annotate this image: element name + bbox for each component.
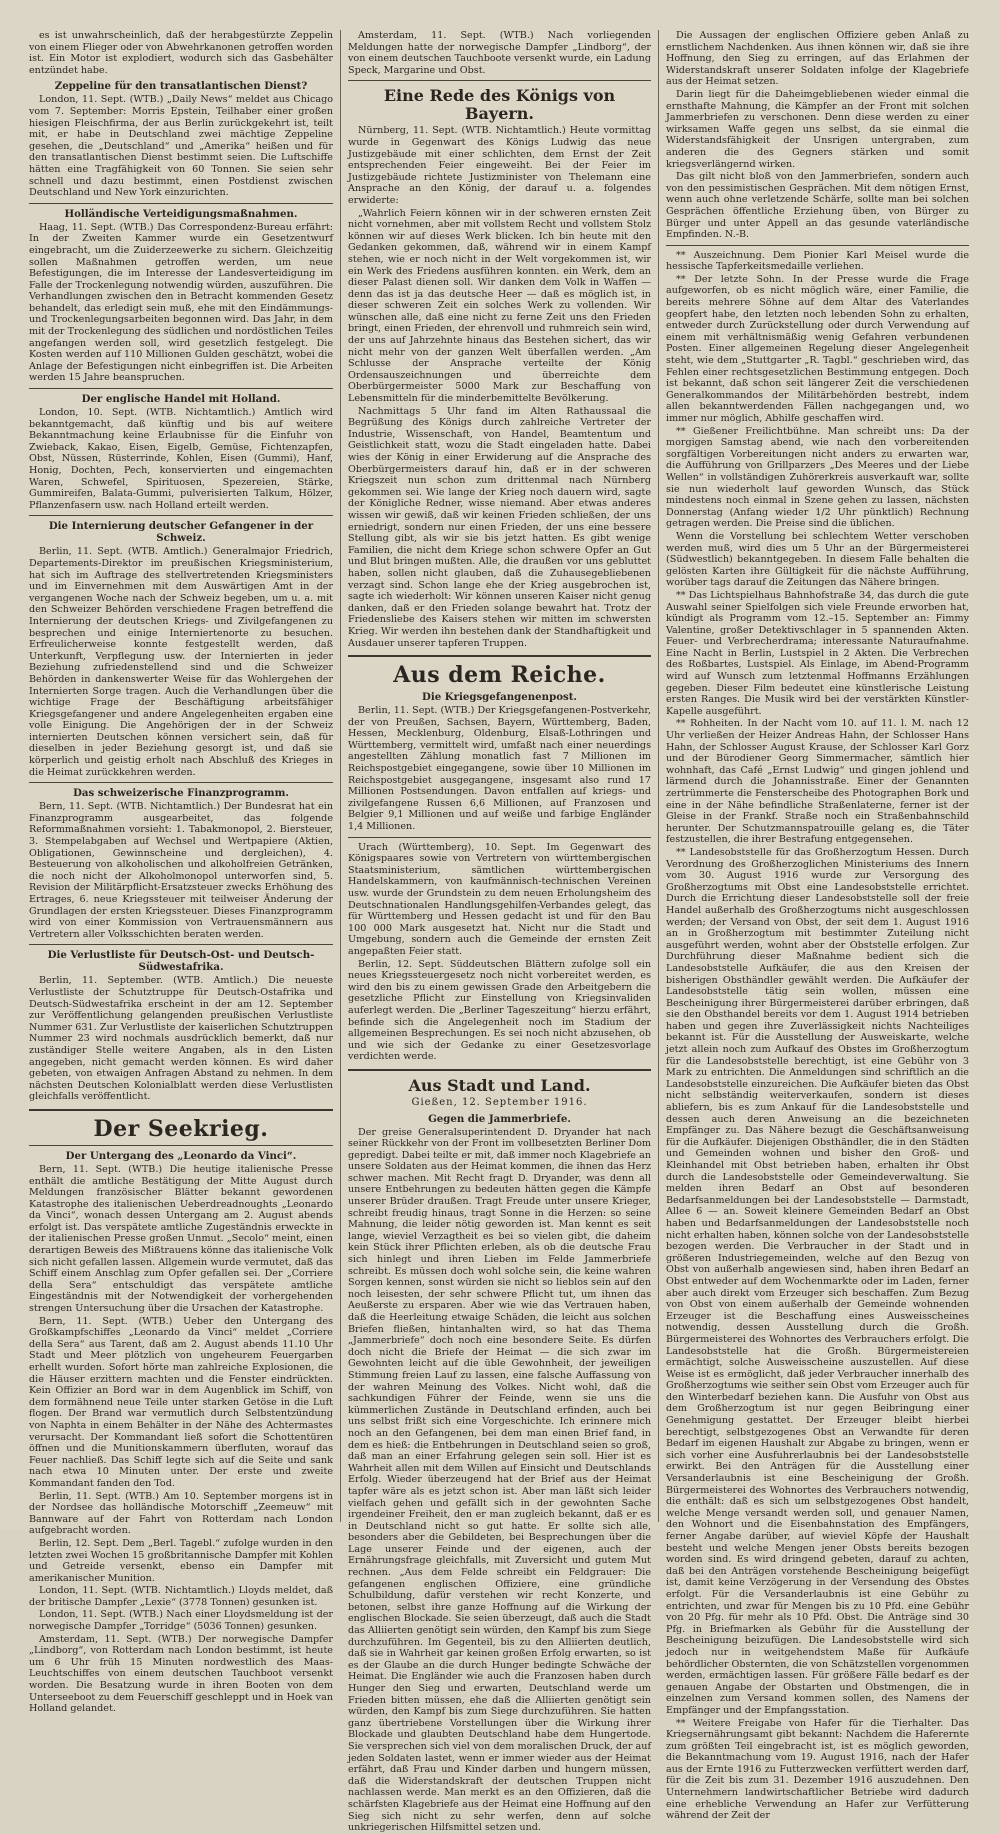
section-title-stadt-land: Aus Stadt und Land.	[408, 1075, 591, 1095]
dateline: Gießen, 12. September 1916.	[411, 1096, 588, 1108]
article-leonardo-2: Bern, 11. Sept. (WTB.) Ueber den Untergang des Großkampfschiffes „Leonardo da Vinci“ meldet „Corriere della Sera“ aus Tarent, daß am 2. August abends 11.10 Uhr Stadt und Meer plötzlich von ungeheurem Feuergarben erhellt wurden. Sofort hörte man zahlreiche Explosionen, die die Häuser erzittern machten und die Fenster eindrückten. Kein Offizier an Bord war in dem Augenblick im Schiff, von dem formähnend neue Teile unter starken Getöse in die Luft flogen. Der Brand war vermutlich durch Selbstentzündung von Naphta in einem Behälter in der Nähe des Achtermastes verursacht. Der Kommandant ließ sofort die Schottentüren öffnen und die Munitionskammern überfluten, worauf das Feuer nachließ. Das Schiff legte sich auf die Seite und sank nach etwa 10 Minuten unter. Der erste und zweite Kommandant fanden den Tod.	[29, 1315, 333, 1489]
headline-zeppeline: Zeppeline für den transatlantischen Dienst?	[54, 80, 308, 93]
divider	[348, 837, 651, 838]
section-divider	[348, 1069, 651, 1071]
article-fragment: es ist unwahrscheinlich, daß der herabgestürzte Zeppelin von einem Flieger oder von Abwehrkanonen getroffen worden ist. Ein Motor ist explodiert, wodurch sich das Gasbehälter entzündet habe.	[29, 30, 333, 76]
headline-handel: Der englische Handel mit Holland.	[81, 393, 281, 406]
article-verlustliste: Berlin, 11. September. (WTB. Amtlich.) Die neueste Verlustliste der Schutztruppe für Deutsch-Ostafrika und Deutsch-Südwestafrika erscheint in der am 12. September zur Veröffentlichung gelangenden preußischen Verlustliste Nummer 631. Zur Verlustliste der kaiserlichen Schutztruppen Nummer 23 wird nochmals ausdrücklich bemerkt, daß nur zuständiger Stelle weitere Angaben, als in den Listen angegeben, nicht gemacht werden können. Es wird daher gebeten, von etwaigen Anfragen Abstand zu nehmen. In dem nächsten Deutschen Kolonialblatt werden diese Verlustlisten gleichfalls veröffentlicht.	[29, 975, 333, 1103]
headline-jammerbriefe: Gegen die Jammerbriefe.	[428, 1112, 571, 1125]
headline-verlustliste: Die Verlustliste für Deutsch-Ost- und Deutsch-Südwestafrika.	[47, 949, 315, 974]
article-finanzprogramm: Bern, 11. Sept. (WTB. Nichtamtlich.) Der Bundesrat hat ein Finanzprogramm ausgearbeitet, das folgende Reformmaßnahmen vorsieht: 1. Tabakmonopol, 2. Biersteuer, 3. Stempelabgaben auf Wechsel und Wertpapiere (Aktien, Obligationen, Gewinnscheine und dergleichen), 4. Besteuerung von alkoholischen und alkoholfreien Getränken, die noch nicht der Alkoholmonopol unterworfen sind, 5. Revision der Militärpflicht-Ersatzsteuer zwecks Erhöhung des Ertrages, 6. neue Kriegssteuer mit teilweiser Änderung der Grundlagen der ersten Kriegssteuer. Dieses Finanzprogramm wird von einer Kommission von Vertrauensmännern aus Vertretern aller Volksschichten beraten werden.	[29, 801, 333, 940]
headline-leonardo: Der Untergang des „Leonardo da Vinci“.	[65, 1149, 297, 1162]
article-kriegsinvaliden: Berlin, 12. Sept. Süddeutschen Blättern zufolge soll ein neues Kriegssteuergesetz noch nicht vorbereitet werden, es wird den bis zu einem gewissen Grade den Arbeitgebern die gesetzliche Pflicht zur Einstellung von Kriegsinvaliden auferlegt werden. Die „Berliner Tageszeitung“ hierzu erfährt, befinde sich die Angelegenheit noch im Stadium der allgemeinen Besprechungen. Es sei noch nicht abzusehen, ob und wie sich der Gedanke zu einer Gesetzesvorlage verdichten werde.	[348, 958, 651, 1063]
notice-freilichtbuehne-wetter: Wenn die Vorstellung bei schlechtem Wetter verschoben werden muß, wird dies um 5 Uhr an der Bürgermeisterei (Südwestlich) bekanntgegeben. In diesem Falle behalten die gelösten Karten ihre Gültigkeit für die nächste Aufführung, worüber tags darauf die Zeitungen das Nähere bringen.	[666, 530, 969, 589]
article-verteidigung: Haag, 11. Sept. (WTB.) Das Correspondenz-Bureau erfährt: In der Zweiten Kammer wurde ein Gesetzentwurf eingebracht, um die Zuiderzeewerke zu sichern. Gleichzeitig sollen Maßnahmen getroffen werden, um neue Befestigungen, die im Interesse der Landesverteidigung im Falle der Trockenlegung notwendig würden, auszuführen. Die Verhandlungen zwischen den in Betracht kommenden Gesetz behandelt, das erledigt sein muß, ehe mit den Eindämmungs- und Trockenlegungsarbeiten begonnen wird. Das Jahr, in dem mit der Trockenlegung des südlichen und nordöstlichen Teiles angefangen werden soll, wird gesetzlich festgelegt. Die Kosten werden auf 110 Millionen Gulden geschätzt, wobei die Anlage der Befestigungen nicht einbegriffen ist. Die Arbeiten werden 15 Jahre beanspruchen.	[29, 221, 333, 384]
section-divider	[348, 655, 651, 657]
article-dampfer: Berlin, 12. Sept. Dem „Berl. Tagebl.“ zufolge wurden in den letzten zwei Wochen 15 großbritannische Dampfer mit Kohlen und Getreide versenkt, ebenso ein Dampfer mit amerikanischer Munition.	[29, 1537, 333, 1584]
article-internierung: Berlin, 11. Sept. (WTB. Amtlich.) Generalmajor Friedrich, Departements-Direktor im preußischen Kriegsministerium, hat sich im Auftrage des stellvertretenden Kriegsministers und im Einvernehmen mit dem Auswärtigen Amt in der vergangenen Woche nach der Schweiz begeben, um u. a. mit den Schweizer Behörden verschiedene Fragen betreffend die Internierung der deutschen Kriegs- und Zivilgefangenen zu besprechen und einige Interniertenorte zu besuchen. Erfreulicherweise konnte festgestellt werden, daß Unterkunft, Verpflegung usw. der Internierten in jeder Beziehung zufriedenstellend sind und die Schweizer Behörden in dankenswerter Weise für das Wohlergehen der Internierten Sorge tragen. Auch die Verhandlungen über die wichtige Frage der Beschäftigung arbeitsfähiger Kriegsgefangener und andere Angelegenheiten ergaben eine volle Einigung. Die Angehörigen der in der Schweiz internierten Deutschen können versichert sein, daß für dieselben in jeder Beziehung gesorgt ist, und daß sie körperlich und geistig erholt nach Abschluß des Krieges in die Heimat zurückkehren werden.	[29, 546, 333, 778]
section-divider	[29, 1109, 333, 1111]
divider	[29, 515, 333, 516]
article-rede-1: Nürnberg, 11. Sept. (WTB. Nichtamtlich.) Heute vormittag wurde in Gegenwart des Königs Ludwig das neue Justizgebäude mit einer schlichten, dem Ernst der Zeit entsprechenden Feier eingeweiht. Bei der Feier im Justizgebäude richtete Justizminister von Thelemann eine Ansprache an den König, der darauf u. a. folgendes erwiderte:	[348, 125, 651, 206]
notice-rohheiten: ** Rohheiten. In der Nacht vom 10. auf 11. l. M. nach 12 Uhr verließen der Heizer Andreas Hahn, der Schlosser Hans Hahn, der Schlosser August Krause, der Schlosser Karl Gorz und der Bürodiener Georg Simmermacher, sämtlich hier wohnhaft, das Café „Ernst Ludwig“ und gingen johlend und lärmend durch die Johannisstraße. Einer der Genannten zertrümmerte die Fensterscheibe des Photographen Bork und eine in der Nähe befindliche Straßenlaterne, ferner ist der Gleise in der Frankf. Straße noch ein Straßenbahnschild herunter. Der Schutzmannspatrouille gelang es, die Täter festzustellen, die ihrer Bestrafung entgegensehen.	[666, 718, 969, 846]
article-lindborg-ladung: Amsterdam, 11. Sept. (WTB.) Nach vorliegenden Meldungen hatte der norwegische Dampfer „Lindborg“, der von einem deutschen Tauchboote versenkt wurde, ein Ladung Speck, Margarine und Obst.	[348, 30, 651, 76]
divider	[29, 782, 333, 783]
column-1	[22, 30, 340, 1715]
article-leonardo-1: Bern, 11. Sept. (WTB.) Die heutige italienische Presse enthält die amtliche Bestätigung der Mitte August durch Meldungen französischer Blätter bekannt gewordenen Katastrophe des italienischen Ueberdreadnoughts „Leonardo da Vinci“, wonach dessen Untergang am 2. August abends erfolgt ist. Das verspätete amtliche Zugeständnis erweckte in der italienischen Presse großen Unmut. „Secolo“ meint, einen derartigen Beweis des Mißtrauens könne das italienische Volk sich nicht gefallen lassen. Allgemein wurde vermutet, daß das Schiff einem Anschlag zum Opfer gefallen sei. Der „Corriere della Sera“ entschuldigt das verspätete amtliche Eingeständnis mit der Notwendigkeit der vorhergehenden strengen Untersuchung über die Ursachen der Katastrophe.	[29, 1163, 333, 1315]
divider	[29, 203, 333, 204]
section-title-reiche: Aus dem Reiche.	[393, 662, 606, 689]
notice-freilichtbuehne: ** Gießener Freilichtbühne. Man schreibt uns: Da der morgigen Samstag abend, wie nach den vorbereitenden sorgfältigen Vorbereitungen nicht anders zu erwarten war, die Aufführung von Grillparzers „Des Meeres und der Liebe Wellen“ in vollständigen Zuhörerkreis ausverkauft war, sollte sie nun wiederholt lauf geworden Wunsch, das Stück mindestens noch einmal in Szene gehen zu lassen, nächsten Donnerstag (Anfang wieder 1/2 Uhr pünktlich) Rechnung getragen werden. Die Preise sind die üblichen.	[666, 425, 969, 530]
column-3	[658, 30, 976, 1822]
notice-landesobststelle: ** Landesobststelle für das Großherzogtum Hessen. Durch Verordnung des Großherzoglichen Ministeriums des Innern vom 30. August 1916 wurde zur Versorgung des Großherzogtums mit Obst eine Landesobststelle errichtet. Durch die Errichtung dieser Landesobststelle soll der freie Handel außerhalb des Großherzogtums nicht ausgeschlossen werden; der Versand von Obst, der seit dem 1. August 1916 an in Großherzogtum mit bestimmter Zuteilung nicht ausgeführt werden, wohnt aber der Obststelle erfolgen. Zur Durchführung dieser Maßnahme bedient sich die Landesobststelle Aufkäufer, die aus den Kreisen der bisherigen Obsthändler gewählt werden. Die Aufkäufer der Landesobststelle tätig sein wollen, müssen eine Bescheinigung ihrer Bürgermeisterei darüber erbringen, daß sie den Obsthandel bereits vor dem 1. August 1914 betrieben haben und gegen ihre Zuverlässigkeit nichts Nachteiliges bekannt ist. Für die Ausstellung der Ausweiskarte, welche jetzt allein noch zum Aufkauf des Obstes im Großherzogtum für die Landesobststelle berechtigt, ist eine Gebühr von 3 Mark zu entrichten. Die Anmeldungen sind schriftlich an die Landesobststelle einzureichen. Die Aufkäufer bieten das Obst nicht selbständig weiterverkaufen, sondern ist dieses abliefern, bis es zum Ankauf für die Landesobststelle und dessen auch deren Anweisung an die bezeichneten Empfänger zu. Das Nähere bezugt die Geschäftsanweisung für die Aufkäufer. Diejenigen Obsthändler, die in den Städten und Gemeinden wohnen und bisher den Groß- und Kleinhandel mit Obst betrieben haben, erhalten ihr Obst durch die Landesobststelle oder Gemeindeverwaltung. Sie melden ihren Bedarf an Obst auf besonderen Bedarfsanmeldungen bei der Landesobststelle — Darmstadt, Allee 6 — an. Soweit kleinere Gemeinden Bedarf an Obst haben und Bedarfsanmeldungen der Landesobststelle noch nicht erhalten haben, können solche von der Landesobststelle bezogen werden. Die Verbraucher in der Stadt und in größeren Industriegemeinden, welche auf den Bezug von Obst von außerhalb angewiesen sind, haben ihren Bedarf an Obst entweder auf dem Wochenmarkte oder im Laden, ferner aber auch direkt vom Erzeuger sich beschaffen. Zum Bezug von Obst von einem außerhalb der Gemeinde wohnenden Erzeuger ist die Beschaffung eines Ausweisscheines notwendig, dessen Ausstellung durch die Großh. Bürgermeisterei des Wohnortes des Verbrauchers erfolgt. Die Landesobststelle hat die Großh. Bürgermeistereien ermächtigt, solche Ausweisscheine auszustellen. Auf diese Weise ist es ermöglicht, daß jeder Verbraucher innerhalb des Großherzogtums wie seither sein Obst vom Erzeuger auch für den Winterbedarf beziehen kann. Die Ausfuhr von Obst aus dem Großherzogtum ist nur gegen Beibringung einer Genehmigung gestattet. Der Erzeuger bleibt hierbei berechtigt, selbstgezogenes Obst an Verwandte für deren Bedarf im eigenen Haushalt zur Abgabe zu bringen, wenn er sich vorher eine Ausfuhrerlaubnis bei der Landesobststelle erwirkt. Bei den Anträgen für die Ausstellung einer Versanderlaubnis ist eine Bescheinigung der Großh. Bürgermeisterei des Wohnortes des Verbrauchers notwendig, die enthält: daß es sich um selbstgezogenes Obst handelt, welche Menge versandt werden soll, und genauer Namen, den Wohnort und die Eisenbahnstation des Empfängers, ferner Angabe darüber, auf wieviel Köpfe der Haushalt besteht und welche Mengen jener Obsts bereits bezogen worden sind. Es wird dringend gebeten, darauf zu achten, daß bei den Anträgen vorstehende Bescheinigung beigefügt ist, damit keine Verzögerung in der Versendung des Obstes erfolgt. Für die Versanderlaubnis ist eine Gebühr zu entrichten, und zwar für Mengen bis zu 10 Pfd. eine Gebühr von 20 Pfg. für mehr als 10 Pfd. Obst. Die Anträge sind 30 Pfg. in Briefmarken als Gebühr für die Ausstellung der Bescheinigung beizufügen. Die Landesobststelle wird sich jedoch nur in weitgehendstem Maße für Aufkäufe behördlicher Obsternten, die von Schätzstellen vorgenommen werden, ermächtigen lassen. Für größere Fälle bedarf es der genauen Angabe der Obstarten und Obstmengen, die in einzelnen zum Versand kommen sollen, des Namens der Empfänger und der Empfangsstation.	[666, 846, 969, 1716]
article-urach: Urach (Württemberg), 10. Sept. Im Gegenwart des Königspaares sowie von Vertretern von württembergischen Staatsministerium, sämtlichen württembergischen Handelskammern, von kaufmännisch-technischen Vereinen usw. wurde der Grundstein zu dem neuen Erholungsheim des Deutschnationalen Handlungsgehilfen-Verbandes gelegt, das für Württemberg und Hessen gedacht ist und für den Bau 100 000 Mark ausgesetzt hat. Nicht nur die Stadt und Umgebung, sondern auch die Gemeinde der ernsten Zeit angepaßten Feier statt.	[348, 841, 651, 957]
article-zeppeline: London, 11. Sept. (WTB.) „Daily News“ meldet aus Chicago vom 7. September: Morris Epstein, Teilhaber einer großen hiesigen Fleischfirma, der aus Berlin zurückgekehrt ist, teilt mit, er habe in Deutschland zwei mächtige Zeppeline gesehen, die „Deutschland“ und „Amerika“ heißen und für den transatlantischen Dienst bestimmt seien. Die Luftschiffe hätten eine Tragfähigkeit von 60 Tonnen. Sie seien sehr schnell und dazu bestimmt, einen Postdienst zwischen Deutschland und New York einzurichten.	[29, 94, 333, 199]
headline-kriegsgefangenenpost: Die Kriegsgefangenenpost.	[422, 691, 577, 704]
notice-letzte-sohn: ** Der letzte Sohn. In der Presse wurde die Frage aufgeworfen, ob es nicht möglich wäre, einer Familie, die bereits mehrere Söhne auf dem Altar des Vaterlandes geopfert habe, den letzten noch lebenden Sohn zu erhalten, entweder durch Zurückstellung oder durch Verwendung auf einem mit verhältnismäßig wenig Gefahren verbundenen Posten. Einer allgemeinen Regelung dieser Angelegenheit steht, wie dem „Stuttgarter „R. Tagbl.“ geschrieben wird, das Fehlen einer rechtsgesetzlichen Bestimmung entgegen. Doch ist bekannt, daß schon seit längerer Zeit die verschiedenen Generalkommandos der Militärbehörden bestrebt, indem allen bekanntwerdenden Fällen nachgegangen und, wo immer nur möglich, Abhilfe geschaffen wird.	[666, 273, 969, 424]
notice-lichtspielhaus: ** Das Lichtspielhaus Bahnhofstraße 34, das durch die gute Auswahl seiner Spielfolgen sich viele Freunde erworben hat, kündigt als Programm vom 12.–15. September an: Fimmy Valentine, großer Detektivschlager in 5 spannenden Akten. Feuer- und Verbrecherdrama; interessante Naturaufnahme. Eine Nacht in Berlin, Lustspiel in 2 Akten. Die Verbrechen des Roßbartes, Lustspiel. Als Einlage, im Abend-Programm wird auf Wunsch zum letztenmal Hoffmanns Erzählungen gegeben. Dieser Film bedeutet eine künstlerische Leistung ersten Ranges. Die Musik wird bei der verstärkten Künstler-Kapelle ausgeführt.	[666, 589, 969, 717]
headline-verteidigung: Holländische Verteidigungsmaßnahmen.	[64, 207, 298, 220]
divider	[29, 388, 333, 389]
headline-finanzprogramm: Das schweizerische Finanzprogramm.	[73, 787, 289, 800]
article-rede-3: Nachmittags 5 Uhr fand im Alten Rathaussaal die Begrüßung des Königs durch zahlreiche Vertreter der Industrie, Wissenschaft, von Handel, Beamtentum und Geistlichkeit statt, wozu die Stadt eingeladen hatte. Dabei wies der König in einer Erwiderung auf die Ansprache des Oberbürgermeisters darauf hin, daß er in der schweren Kriegszeit nun schon zum drittenmal nach Nürnberg gekommen sei. Wie lange der Krieg noch dauern wird, sagte der Königliche Redner, wisse niemand. Aber etwas anderes wissen wir gewiß, daß wir keinen Frieden schließen, der uns erniedrigt, sondern nur einen Frieden, der uns eine bessere Stellung gibt, als wir sie bis jetzt hatten. Es gibt wenige Familien, die nicht dem Kriege schon schwere Opfer an Gut und Blut bringen mußten. Alle, die draußen vor uns gebluttet haben, sollen nicht glauben, daß die Zuhausegebliebenen verzagt sind. Schon lange ehe der Krieg ausgebrochen ist, sagte ich wiederholt: Wir können unseren Kaiser nicht genug danken, daß er den Frieden solange bewahrt hat. Trotz der Friedensliebe des Kaisers stehen wir mitten im schwersten Krieg. Wir werden ihn bestehen dank der Standhaftigkeit und Ausdauer unserer tapferen Truppen.	[348, 405, 651, 649]
divider	[666, 245, 969, 246]
columns	[22, 30, 986, 1834]
column-2	[340, 30, 658, 1834]
article-mahnung: Darin liegt für die Daheimgebliebenen wieder einmal die ernsthafte Mahnung, die Kämpfer an der Front mit solchen Jammerbriefen zu verschonen. Denn diese werden zu einer wirksamen Waffe gegen uns selbst, da sie einmal die Widerstandsfähigkeit der Unsrigen untergraben, zum anderen die des Gegners stärken und somit kriegsverlängernd wirken.	[666, 88, 969, 170]
article-jammerbriefe: Der greise Generalsuperintendent D. Dryander hat nach seiner Rückkehr von der Front im vollbesetzten Berliner Dom gepredigt. Dabei teilte er mit, daß immer noch Klagebriefe an unsere Soldaten aus der Heimat kommen, die ihnen das Herz schwer machen. Mit Recht fragt D. Dryander, was denn all unsere Entbehrungen zu bedeuten hätten gegen die Kämpfe unserer Brüder draußen. Tragt Freude unter unsere Krieger, schreibt freudig hinaus, tragt Sonne in die Herzen: so seine Mahnung, die leider nötig geworden ist. Man kennt es seit lange, wieviel Verzagtheit es bei so vielen gibt, die daheim kein Stück ihrer Pflichten erleben, als ob die deutsche Frau sich hinlegt und ihren Lieben im Felde Jammerbriefe schreibt. Es müssen doch wohl solche sein, die keine wahren Sorgen kennen, sonst würden sie nicht so lieblos sein auf den noch leisesten, der sehr schwere Pflicht tut, um ihnen das Aeußerste zu ersparen. Aber wie wie das Vertrauen haben, daß die Heerleitung etwaige Schäden, die leicht aus solchen Briefen fließen, hintanhalten wird, so hat das Thema „Jammerbriefe“ doch noch eine besondere Seite. Es dürfen doch nicht die Briefe der Heimat — die sich zwar im Gewohnten leicht auf die üble Gewohnheit, der jeweiligen Stimmung freien Lauf zu lassen, eine falsche Auffassung von der wahren Meinung des Volkes. Nicht wohl, daß die sachkundigen Führer der Feinde, wenn sie uns die kümmerlichen Zustände in Deutschland erfinden, auch bei uns selbst frißt sich eine Vorgeschichte. Ich erinnere mich noch an den Gefangenen, bei dem man einen Brief fand, in dem es hieß: die Entbehrungen in Deutschland seien so groß, daß man an einer Erfahrung gelegen sein soll. Hier ist es Wahrheit allen mit dem Willen auf Einsicht und Deutschlands Erfolg. Wieder überzeugend hat der Brief aus der Heimat tapfer wäre als es jetzt schon ist. Aber man läßt sich leider vielfach gehen und gefällt sich in der gewohnten Sache irgendeiner Freiheit, den er man zugleich bekannt, daß er es in Deutschland nicht so gut hatte. Er sollte sich alle, besonders aber die Gebildeten, bei Besprechungen über die Lage unserer Feinde und der eigenen, auch der Ernährungsfrage gleichfalls, mit Zuversicht und gutem Mut rechnen. „Aus dem Felde schreibt ein Feldgrauer: Die gefangenen englischen Offiziere, eine gründliche Schulbildung, dafür verstehen wir recht Konzerte, und betonen, selbst ihre ganze Hoffnung auf die Wirkung der englischen Blockade. Sie seien überzeugt, daß auch die Stadt das Alliierten genötigt sein würden, den Kampf bis zum Siege durchzuführen. Im Gegenteil, bis zu den Alliierten deutlich, daß sie in Wahrheit gar keinen großen Erfolg erwarten, so ist es der Glaube an die durch Hunger bedingte Schwäche der Heimat. Die Engländer wie auch die Franzosen haben durch Hunger den Sieg und erwarten, Deutschland werde um Frieden bitten müssen, ehe daß die Alliierten genötigt sein würden, den Kampf bis zum Siege durchzuführen. Sie hatten ganz übertriebene Vorstellungen über die Wirkung ihrer Blockade und glaubten Deutschland habe dem Hungertode. Sie versprechen sich viel von dem moralischen Druck, der auf jeden Soldaten lastet, wenn er immer wieder aus der Heimat erfährt, daß Frau und Kinder darben und hungern müssen, daß die Widerstandskraft der deutschen Truppen nicht nachlassen werde. Man merkt es an den Offizieren, daß die schärfsten Klagebriefe aus der Heimat eine Hoffnung auf den Sieg sich nicht zu sehr werfen, denn auf solche unkriegerischen Hilfsmittel setzen und.	[348, 1126, 651, 1834]
divider	[29, 944, 333, 945]
article-handel: London, 10. Sept. (WTB. Nichtamtlich.) Amtlich wird bekanntgemacht, daß künftig und bis auf weitere Bekanntmachung keine Erlaubnisse für die Einfuhr von Zwieback, Kakao, Eisen, Eigelb, Gemüse, Fichtenzapfen, Obst, Nüssen, Rüsterrinde, Kohlen, Eisen (Gummi), Hanf, Honig, Dochten, Pech, konservierten und eingemachten Waren, Schwefel, Spirituosen, Spezereien, Stärke, Gummireifen, Balata-Gummi, pulverisierten Talkum, Hölzer, Pflanzenfasern usw. nach Holland erteilt werden.	[29, 407, 333, 511]
headline-internierung: Die Internierung deutscher Gefangener in der Schweiz.	[48, 520, 314, 545]
notice-hafer: ** Weitere Freigabe von Hafer für die Tierhalter. Das Kriegsernährungsamt gibt bekannt: Nachdem die Haferernte zum größten Teil eingebracht ist, ist es möglich geworden, die Bekanntmachung vom 19. August 1916, nach der Hafer aus der Ernte 1916 zu Futterzwecken verfüttert werden darf, für die Zeit bis zum 31. Dezember 1916 auszudehnen. Den Unternehmern landwirtschaftlicher Betriebe wird dadurch eine erhebliche Verwendung an Hafer zur Verfütterung während der Zeit der	[666, 1717, 969, 1822]
article-rede-2: „Wahrlich Feiern können wir in der schweren ernsten Zeit nicht vornehmen, aber mit vollstem Recht und vollstem Stolz können wir auf dieses Werk blicken. Ich bin heute mit den Gedanken gekommen, daß, während wir in einem Kampf stehen, wie er noch nicht in der Welt vorgekommen ist, wir ein Werk des Friedens ausführen konnten. ein Werk, dem an dieser Palast dienen soll. Wir danken dem Volk in Waffen — denn das ist ja das deutsche Heer — daß es möglich ist, in dieser schweren Zeit ein solches Werk zu vollenden. Wir wünschen alle, daß eine nicht zu ferne Zeit uns den Frieden bringt, einen Frieden, der ehrenvoll und ruhmreich sein wird, der uns auf Jahrzehnte hinaus das Bestehen sichert, das wir nicht mehr von der ganzen Welt überfallen werden. „Am Schlusse der Ansprache verteilte der König Ordensauszeichnungen und überreichte dem Oberbürgermeister 5000 Mark zur Beschaffung von Lebensmitteln für die minderbemittelte Bevölkerung.	[348, 207, 651, 405]
divider	[348, 80, 651, 81]
article-zeemeuw: Berlin, 11. Sept. (WTB.) Am 10. September morgens ist in der Nordsee das holländische Motorschiff „Zeemeuw“ mit Bannware auf der Fahrt von Rotterdam nach London aufgebracht worden.	[29, 1490, 333, 1537]
article-torridge: London, 11. Sept. (WTB.) Nach einer Lloydsmeldung ist der norwegische Dampfer „Torridge“ (5036 Tonnen) gesunken.	[29, 1609, 333, 1633]
divider	[29, 1145, 333, 1146]
article-gespraeche: Das gilt nicht bloß von den Jammerbriefen, sondern auch von den pessimistischen Gesprächen. Mit dem nötigen Ernst, wenn auch ohne verletzende Schärfe, sollte man bei solchen Gesprächen öffentliche Erziehung üben, von Bürger zu Bürger und unter Appell an das gesunde vaterländische Empfinden. N.-B.	[666, 171, 969, 241]
notice-auszeichnung: ** Auszeichnung. Dem Pionier Karl Meisel wurde die hessische Tapferkeitsmedaille verliehen.	[666, 249, 969, 273]
article-offiziere: Die Aussagen der englischen Offiziere geben Anlaß zu ernstlichem Nachdenken. Aus ihnen können wir, daß sie ihre Hoffnung, den Sieg zu erringen, auf das Erlahmen der Widerstandskraft unserer Soldaten infolge der Klagebriefe aus der Heimat setzen.	[666, 30, 969, 88]
article-lindborg: Amsterdam, 11. Sept. (WTB.) Der norwegische Dampfer „Lindborg“, von Rotterdam nach London bestimmt, ist heute um 6 Uhr früh 15 Minuten nordwestlich des Maas-Leuchtschiffes von einem deutschen Tauchboot versenkt worden. Die Besatzung wurde in ihren Booten von dem Unterseeboot zu dem Feuerschiff geschleppt und in Hoek van Holland gelandet.	[29, 1633, 333, 1715]
article-kriegsgefangenenpost: Berlin, 11. Sept. (WTB.) Der Kriegsgefangenen-Postverkehr, der von Preußen, Sachsen, Bayern, Württemberg, Baden, Hessen, Mecklenburg, Oldenburg, Elsaß-Lothringen und Württemberg, vermittelt wird, umfaßt nach einer neuerdings angestellten Zählung monatlich fast 7 Millionen im Reichspostgebiet eingegangene, sowie über 10 Millionen im Reichspostgebiet ausgegangene, insgesamt also rund 17 Millionen Postsendungen. Davon entfallen auf kriegs- und zivilgefangene Russen 6,6 Millionen, auf Franzosen und Belgier 9,1 Millionen und auf weiße und farbige Engländer 1,4 Millionen.	[348, 705, 651, 833]
article-lexie: London, 11. Sept. (WTB. Nichtamtlich.) Lloyds meldet, daß der britische Dampfer „Lexie“ (3778 Tonnen) gesunken ist.	[29, 1585, 333, 1608]
section-title-seekrieg: Der Seekrieg.	[93, 1115, 269, 1142]
headline-rede-koenig: Eine Rede des Königs von Bayern.	[383, 86, 616, 124]
